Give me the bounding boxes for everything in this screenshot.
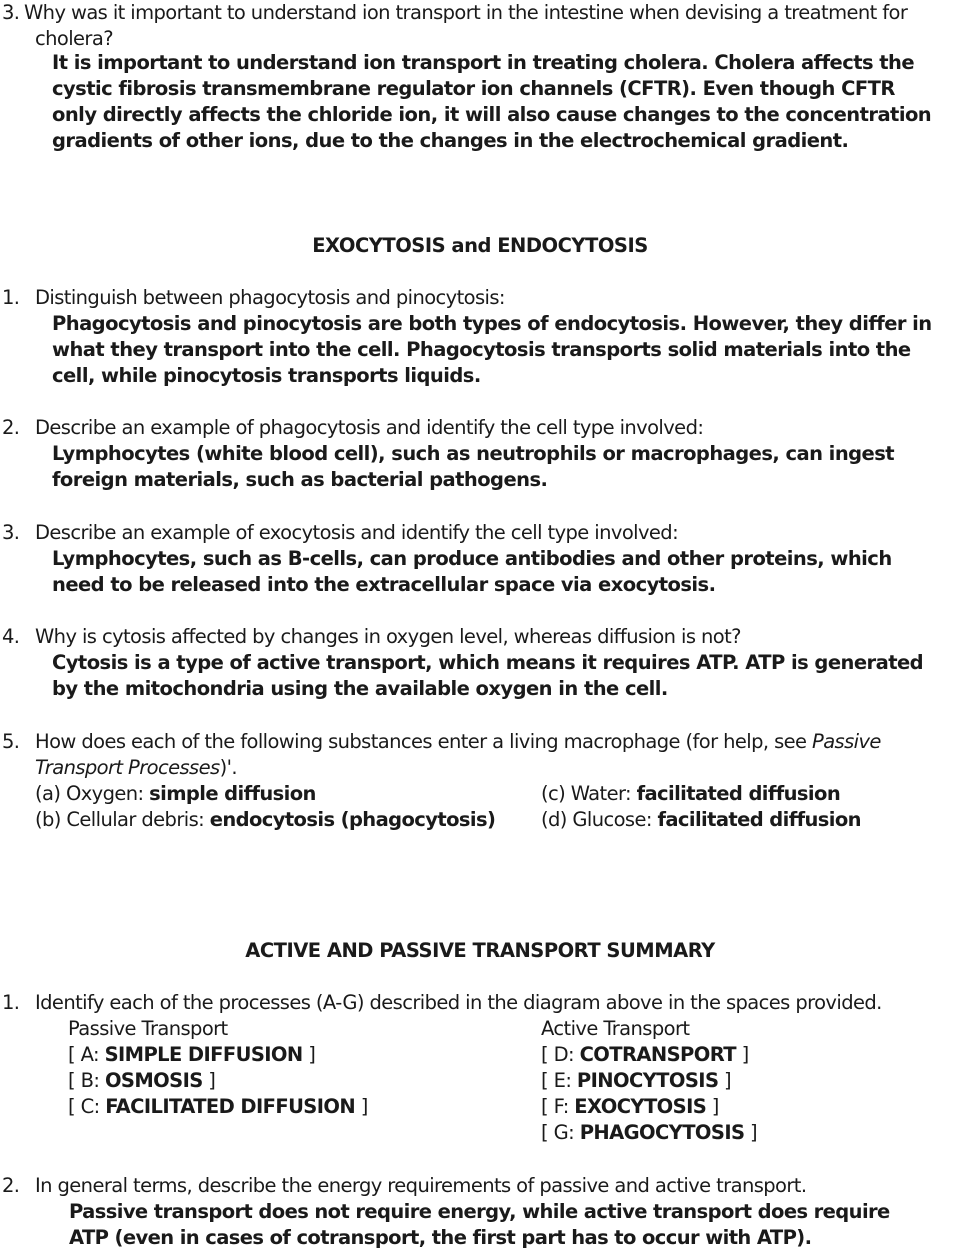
prompt-italic-ref: Passive	[812, 730, 881, 753]
question-prompt: Identify each of the processes (A-G) described in the diagram above in the spaces provided.	[35, 991, 882, 1014]
bracket-close: ]	[355, 1095, 368, 1118]
question-number: 3.	[2, 521, 20, 544]
bracket-close: ]	[202, 1069, 216, 1092]
substance-item-a	[35, 781, 316, 807]
substance-item-b	[35, 807, 495, 833]
answer-line: Phagocytosis and pinocytosis are both types of endocytosis. However, they differ in	[52, 312, 932, 335]
process-answer: OSMOSIS	[104, 1069, 203, 1092]
prompt-italic-ref: Transport Processes	[35, 756, 220, 779]
bracket-close: ]	[302, 1043, 316, 1066]
process-letter: [ E:	[541, 1069, 577, 1092]
answer-line: Passive transport does not require energy, while active transport does require	[69, 1200, 890, 1223]
question-prompt-cont	[35, 755, 237, 781]
prompt-text: )'.	[219, 756, 237, 779]
question-prompt: In general terms, describe the energy requirements of passive and active transport.	[35, 1174, 807, 1197]
process-letter: [ A:	[68, 1043, 105, 1066]
answer-line: It is important to understand ion transport in treating cholera. Cholera affects the	[52, 51, 915, 74]
question-prompt: Describe an example of exocytosis and identify the cell type involved:	[35, 521, 679, 544]
answer-line: only directly affects the chloride ion, it will also cause changes to the concentration	[52, 103, 932, 126]
substance-item-d	[541, 807, 861, 833]
question-prompt	[35, 729, 881, 755]
process-answer: COTRANSPORT	[579, 1043, 736, 1066]
process-answer: PINOCYTOSIS	[576, 1069, 719, 1092]
question-number: 3.	[2, 1, 20, 24]
process-c	[68, 1094, 368, 1120]
question-number: 2.	[2, 416, 20, 439]
question-prompt: Why is cytosis affected by changes in oxygen level, whereas diffusion is not?	[35, 625, 741, 648]
item-answer: endocytosis (phagocytosis)	[209, 808, 496, 831]
answer-line: cell, while pinocytosis transports liquids.	[52, 364, 481, 387]
answer-line: Cytosis is a type of active transport, which means it requires ATP. ATP is generated	[52, 651, 924, 674]
prompt-text: How does each of the following substances enter a living macrophage (for help, see	[35, 730, 813, 753]
answer-line: foreign materials, such as bacterial pathogens.	[52, 468, 548, 491]
answer-line: what they transport into the cell. Phagocytosis transports solid materials into the	[52, 338, 911, 361]
question-number: 1.	[2, 286, 20, 309]
bracket-close: ]	[735, 1043, 749, 1066]
question-prompt-cont: cholera?	[35, 27, 113, 50]
active-transport-header: Active Transport	[541, 1017, 690, 1040]
question-number: 4.	[2, 625, 20, 648]
process-letter: [ F:	[541, 1095, 575, 1118]
question-prompt: Distinguish between phagocytosis and pinocytosis:	[35, 286, 505, 309]
process-letter: [ D:	[541, 1043, 580, 1066]
answer-line: Lymphocytes, such as B-cells, can produce antibodies and other proteins, which	[52, 547, 892, 570]
section-heading-summary: ACTIVE AND PASSIVE TRANSPORT SUMMARY	[245, 939, 715, 962]
item-label: (c) Water:	[541, 782, 637, 805]
process-e	[541, 1068, 731, 1094]
bracket-close: ]	[718, 1069, 732, 1092]
question-prompt: Describe an example of phagocytosis and identify the cell type involved:	[35, 416, 704, 439]
process-a	[68, 1042, 315, 1068]
answer-line: ATP (even in cases of cotransport, the first part has to occur with ATP).	[69, 1226, 812, 1249]
item-label: (b) Cellular debris:	[35, 808, 210, 831]
item-answer: simple diffusion	[149, 782, 316, 805]
item-label: (a) Oxygen:	[35, 782, 150, 805]
answer-line: cystic fibrosis transmembrane regulator ion channels (CFTR). Even though CFTR	[52, 77, 895, 100]
item-answer: facilitated diffusion	[657, 808, 861, 831]
process-answer: FACILITATED DIFFUSION	[105, 1095, 356, 1118]
question-number: 5.	[2, 730, 20, 753]
bracket-close: ]	[706, 1095, 719, 1118]
process-g	[541, 1120, 757, 1146]
answer-line: by the mitochondria using the available oxygen in the cell.	[52, 677, 668, 700]
process-b	[68, 1068, 215, 1094]
substance-item-c	[541, 781, 840, 807]
question-number: 2.	[2, 1174, 20, 1197]
item-answer: facilitated diffusion	[636, 782, 841, 805]
question-prompt: Why was it important to understand ion transport in the intestine when devising a treatment for	[24, 1, 908, 24]
process-f	[541, 1094, 719, 1120]
process-d	[541, 1042, 749, 1068]
item-label: (d) Glucose:	[541, 808, 658, 831]
answer-line: need to be released into the extracellular space via exocytosis.	[52, 573, 716, 596]
process-answer: SIMPLE DIFFUSION	[104, 1043, 303, 1066]
section-heading-exo-endo: EXOCYTOSIS and ENDOCYTOSIS	[312, 234, 648, 257]
process-answer: PHAGOCYTOSIS	[579, 1121, 745, 1144]
process-letter: [ B:	[68, 1069, 105, 1092]
answer-line: Lymphocytes (white blood cell), such as neutrophils or macrophages, can ingest	[52, 442, 895, 465]
passive-transport-header: Passive Transport	[68, 1017, 228, 1040]
bracket-close: ]	[744, 1121, 758, 1144]
answer-line: gradients of other ions, due to the changes in the electrochemical gradient.	[52, 129, 849, 152]
process-letter: [ C:	[68, 1095, 106, 1118]
question-number: 1.	[2, 991, 20, 1014]
process-letter: [ G:	[541, 1121, 580, 1144]
process-answer: EXOCYTOSIS	[574, 1095, 707, 1118]
